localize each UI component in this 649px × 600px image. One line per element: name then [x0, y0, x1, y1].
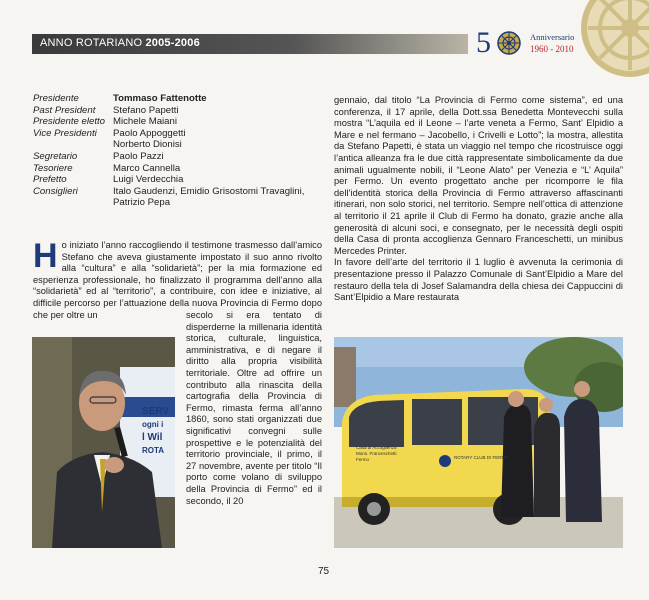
page-number: 75	[318, 566, 330, 577]
header-label: ANNO ROTARIANO	[40, 37, 143, 49]
paragraph: gennaio, dal titolo “La Provincia di Fermo come sistema”, ed una conferenza, il 17 aprile, della Dott.ssa Benedetta Montevecchi sulla mostra “L’aquila ed il Leone – l’arte veneta a Fermo, Sant’ Elpidio a Mare e nel fermano – Jacobello, i Crivelli e Lotto”; la mostra, allestita da Stefano Papetti, è stata un viaggio nel tempo che ricostruisce oggi l’antica alleanza fra le due città rappresentate simbolicamente da due animali ugualmente nobili, il “Leone Alato” per Venezia e “L’ Aquila” per Fermo. Un evento progettato anche per ricomporre le fila dell’identità storica della Provincia di Fermo attraverso affascinanti itinerari, non solo storici, nel territorio. Sempre nell’ottica di attenzione al territorio il 21 aprile il Club di Fermo ha donato, grazie anche alla generosità di alcuni soci, e consegnato, per le necessità degli ospiti della Casa di pronta accoglienza Gennaro Franceschetti, un minibus Mercedes Printer.	[334, 95, 623, 256]
drop-cap: H	[33, 237, 58, 275]
intro-paragraph	[33, 237, 322, 321]
officer-row: Consiglieri Italo Gaudenzi, Emidio Grisostomi Travaglini,	[33, 185, 305, 197]
door-label: ROTARY CLUB DI FERMO	[454, 455, 509, 460]
banner-text: SERV ogni i l Wil ROTA	[142, 406, 170, 455]
section-header	[40, 37, 200, 49]
officer-row: Segretario Paolo Pazzi	[33, 150, 164, 162]
anniversary-label: Anniversario	[530, 32, 575, 42]
officer-row: Vice Presidenti Paolo Appoggetti	[33, 127, 186, 139]
officer-row: Presidente Tommaso Fattenotte	[33, 93, 207, 104]
rotary-watermark-icon	[580, 0, 649, 78]
intro-text: o iniziato l’anno raccogliendo il testimone trasmesso dall’amico Stefano che aveva giustamente impostato il suo anno rivolto alla “cultura” e alla “solidarietà”; per la mia formazione ed esperienza professionale, ho finalizzato il programma dell’anno alla “solidarietà” ed al “territorio”, a contribuire, con idee e iniziative, al difficile percorso per l’attuazione della nuova Provincia di Fermo dopo che per oltre un	[33, 240, 322, 320]
anniversary-number: 5	[476, 26, 491, 59]
officer-row: Tesoriere Marco Cannella	[33, 162, 181, 174]
photo-minibus	[334, 337, 623, 548]
officers-list	[33, 93, 333, 209]
officer-row: Norberto Dionisi	[113, 139, 182, 151]
photo-speaker	[32, 337, 175, 548]
header-year: 2005-2006	[145, 37, 200, 49]
section-header-bar	[32, 34, 468, 54]
officer-row: Past President Stefano Papetti	[33, 104, 179, 116]
body-text-narrow: secolo si era tentato di disperderne la millenaria identità storica, culturale, linguistica, amministrativa, e di negare il diritto alla propria visibilità territoriale. Oltre ad offrire un contributo alla rinascita della cartografia della Provincia di Fermo, rimasta ferma all’anno 1860, sono stati organizzati due significativi convegni sulle prospettive e le potenzialità del territorio provinciale, il primo, il 27 novembre, avente per titolo “Il porto come volano di sviluppo della Provincia di Fermo” ed il secondo, il 20	[186, 310, 322, 506]
rotary-wheel-icon	[496, 30, 522, 56]
anniversary-logo	[476, 22, 596, 62]
officer-row: Prefetto Luigi Verdecchia	[33, 174, 184, 186]
van-label: Casa di Accoglienza Mons. Franceschetti Fermo	[356, 445, 397, 462]
minibus-illustration	[334, 337, 623, 548]
paragraph: In favore dell’arte del territorio il 1 luglio è avvenuta la cerimonia di presentazione presso il Palazzo Comunale di Sant’Elpidio a Mare del restauro della tela di Josef Salamandra della chiesa dei Cappuccini di Sant’Elpidio a Mare restaurata	[334, 257, 623, 303]
anniversary-years: 1960 - 2010	[530, 44, 574, 54]
body-text-right	[334, 95, 623, 304]
officer-row: Presidente eletto Michele Maiani	[33, 116, 177, 128]
officer-row: Patrizio Pepa	[113, 197, 171, 209]
